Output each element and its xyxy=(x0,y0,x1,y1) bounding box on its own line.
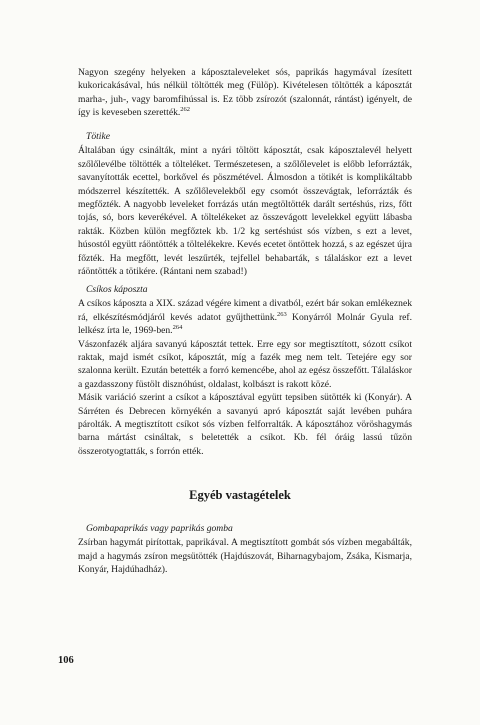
totike-block xyxy=(78,130,412,278)
page-number: 106 xyxy=(58,655,74,666)
intro-text: Nagyon szegény helyeken a káposztaleveleket sós, paprikás hagymával ízesített kukoricakásával, hús nélkül töltötték meg (Fülöp). Kivételesen töltötték a káposztát marha-, juh-, vagy baromfihússal is. Ez több zsírozót (szalonnát, rántást) igényelt, de így is keveseben szerették. xyxy=(78,67,412,119)
gomba-paragraph: Zsírban hagymát pirítottak, paprikával. A megtisztított gombát sós vízben megabálták, majd a hagymás zsíron megsütötték (Hajdúszovát, Biharnagybajom, Zsáka, Kismarja, Konyár, Hajdúhadház). xyxy=(78,537,412,576)
csikos-title: Csíkos káposzta xyxy=(86,284,148,295)
footnote-ref-262: 262 xyxy=(180,106,191,114)
csikos-paragraph-1 xyxy=(78,297,412,337)
gomba-block xyxy=(78,522,412,577)
totike-paragraph: Általában úgy csinálták, mint a nyári töltött káposztát, csak káposztalevél helyett szőlőlevélbe töltötték a tölteléket. Természetesen, a szőlőlevelet is előbb leforrázták, savanyították ecettel, borkővel és pöszmétével. Álmosdon a tötikét is komplikáltabb módszerrel készítették. A szőlőlevelekből egy csomót összevágtak, leforrázták és megfőzték. A nagyobb leveleket forrázás után megtöltötték darált sertéshús, rizs, főtt tojás, só, bors keverékével. A töltelékeket az összevágott levelekkel együtt lábasba rakták. Közben külön megfőztek kb. 1/2 kg sertéshúst sós vízben, s ezt a levet, húsostól együtt ráöntötték a töltelékekre. Kevés ecetet öntöttek hozzá, s az egészet újra főzték. Ha megfőtt, levét leszűrték, tejfellel behabarták, s tálaláskor ezt a levet ráöntötték a tötikére. (Rántani nem szabad!) xyxy=(78,145,412,278)
totike-title: Tötike xyxy=(86,131,110,142)
csikos-p1b-text: Konyárról Molnár Gyula ref. lelkész írta le, 1969-ben. xyxy=(78,311,412,337)
csikos-p1-text: A csíkos káposzta a XIX. század végére kiment a divatból, ezért bár sokan emlékeznek rá, elkészítésmódjáról kevés adatot gyűjthettünk. xyxy=(78,298,412,323)
footnote-ref-264: 264 xyxy=(172,324,183,332)
csikos-block xyxy=(78,283,412,458)
intro-paragraph xyxy=(78,66,412,120)
intro-block xyxy=(78,66,412,120)
csikos-paragraph-2: Vászonfazék aljára savanyú káposztát tettek. Erre egy sor megtisztított, sózott csíkot raktak, majd ismét csíkot, káposztát, míg a fazék meg nem telt. Tetejére egy sor szalonna került. Ezután betették a forró kemencébe, ahol az egész összefőtt. Tálaláskor a gazdasszony füstölt disznóhúst, oldalast, kolbászt is rakott közé. xyxy=(78,338,412,390)
section-heading: Egyéb vastagételek xyxy=(189,488,291,502)
gomba-title: Gombapaprikás vagy paprikás gomba xyxy=(86,523,233,534)
csikos-paragraph-3: Másik variáció szerint a csíkot a káposztával együtt tepsiben sütötték ki (Konyár). A Sárréten és Debrecen környékén a savanyú apró káposztát saját levében puhára párolták. A megtisztított csíkot sós vízben felforralták. A káposztához vöröshagymás barna mártást csináltak, s beletették a csíkot. Kb. fél óráig lassú tűzön összerotyogtatták, s forrón ették. xyxy=(78,392,412,457)
footnote-ref-263: 263 xyxy=(277,310,287,318)
